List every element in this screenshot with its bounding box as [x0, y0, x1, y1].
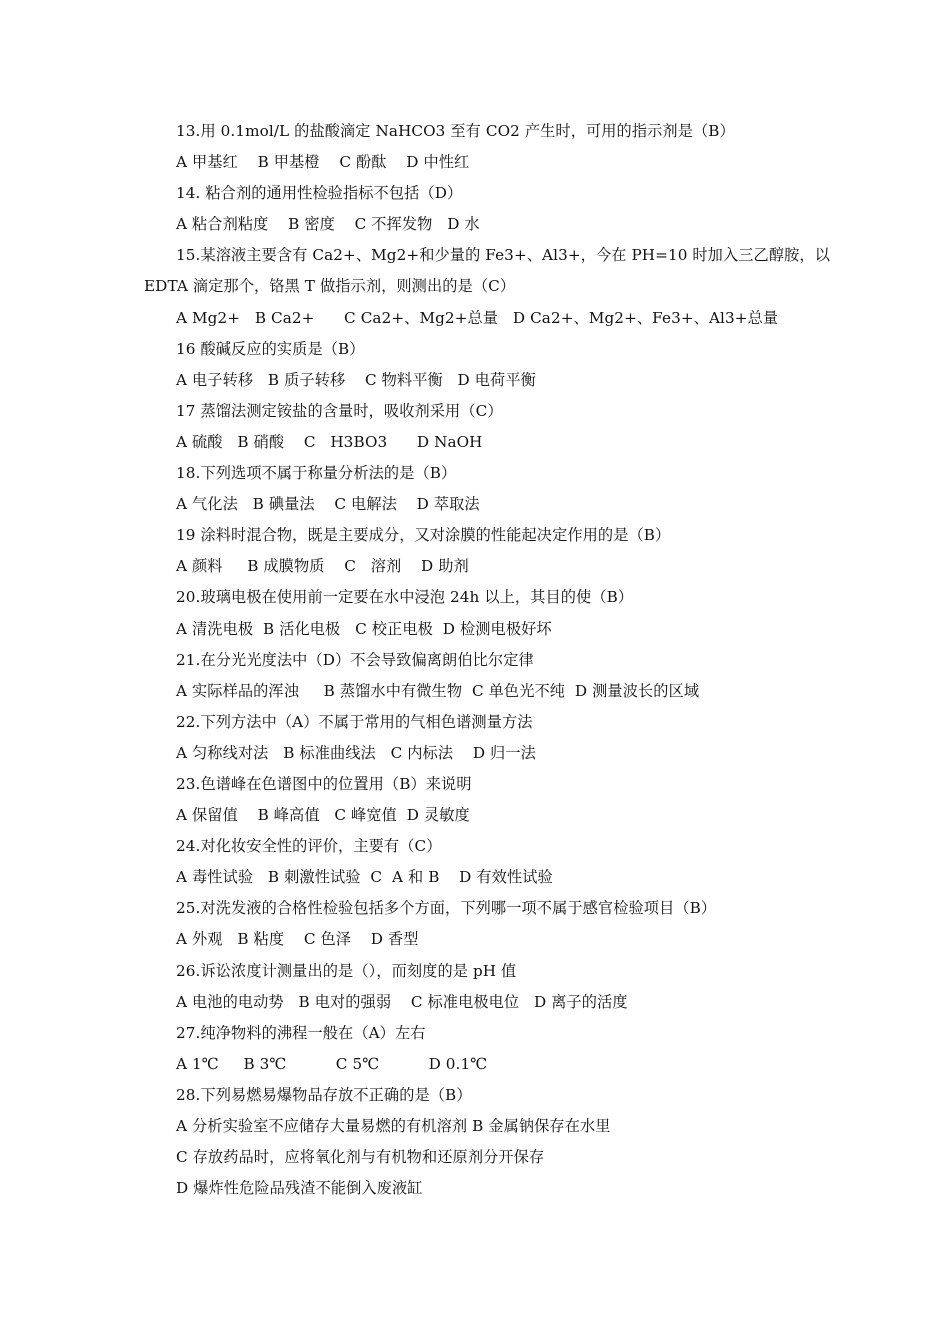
text-line: 25.对洗发液的合格性检验包括多个方面，下列哪一项不属于感官检验项目（B） [176, 899, 717, 918]
text-line: A Mg2+ B Ca2+ C Ca2+、Mg2+总量 D Ca2+、Mg2+、Fe3+、Al3+总量 [176, 308, 779, 327]
text-line: 18.下列选项不属于称量分析法的是（B） [176, 464, 457, 483]
text-line: 14. 粘合剂的通用性检验指标不包括（D） [176, 184, 463, 203]
text-line: 20.玻璃电极在使用前一定要在水中浸泡 24h 以上，其目的使（B） [176, 588, 634, 607]
text-line: 13.用 0.1mol/L 的盐酸滴定 NaHCO3 至有 CO2 产生时，可用的指示剂是（B） [176, 122, 735, 140]
text-line: 27.纯净物料的沸程一般在（A）左右 [176, 1023, 426, 1042]
text-line: A 甲基红 B 甲基橙 C 酚酞 D 中性红 [176, 153, 470, 172]
text-line: A 电子转移 B 质子转移 C 物料平衡 D 电荷平衡 [176, 370, 536, 389]
text-line: 19 涂料时混合物，既是主要成分，又对涂膜的性能起决定作用的是（B） [176, 526, 671, 545]
text-line: 17 蒸馏法测定铵盐的含量时，吸收剂采用（C） [176, 401, 503, 420]
text-line: A 分析实验室不应储存大量易燃的有机溶剂 B 金属钠保存在水里 [176, 1117, 611, 1135]
text-line: A 外观 B 粘度 C 色泽 D 香型 [176, 930, 419, 949]
text-line: A 1℃ B 3℃ C 5℃ D 0.1℃ [176, 1054, 488, 1073]
text-line: A 粘合剂粘度 B 密度 C 不挥发物 D 水 [176, 215, 480, 234]
text-line: A 保留值 B 峰高值 C 峰宽值 D 灵敏度 [176, 806, 470, 825]
text-line: 22.下列方法中（A）不属于常用的气相色谱测量方法 [176, 712, 533, 731]
text-line: A 实际样品的浑浊 B 蒸馏水中有微生物 C 单色光不纯 D 测量波长的区域 [176, 681, 700, 700]
text-line: D 爆炸性危险品残渣不能倒入废液缸 [176, 1179, 423, 1198]
text-line: 26.诉讼浓度计测量出的是（），而刻度的是 pH 值 [176, 961, 517, 980]
text-line: C 存放药品时，应将氧化剂与有机物和还原剂分开保存 [176, 1148, 545, 1167]
text-line: A 颜料 B 成膜物质 C 溶剂 D 助剂 [176, 557, 469, 576]
text-line: 16 酸碱反应的实质是（B） [176, 339, 365, 358]
text-line: A 匀称线对法 B 标准曲线法 C 内标法 D 归一法 [176, 743, 536, 762]
text-line: 28.下列易燃易爆物品存放不正确的是（B） [176, 1085, 472, 1104]
text-line: 24.对化妆安全性的评价，主要有（C） [176, 837, 442, 856]
text-line: 15.某溶液主要含有 Ca2+、Mg2+和少量的 Fe3+、Al3+，今在 PH=10 时加入三乙醇胺，以 [176, 246, 830, 265]
question-list [0, 116, 950, 1204]
text-line: A 清洗电极 B 活化电极 C 校正电极 D 检测电极好坏 [176, 619, 552, 638]
text-line: A 毒性试验 B 刺激性试验 C A 和 B D 有效性试验 [176, 868, 553, 887]
text-line: A 电池的电动势 B 电对的强弱 C 标准电极电位 D 离子的活度 [176, 992, 628, 1011]
text-line: 21.在分光光度法中（D）不会导致偏离朗伯比尔定律 [176, 650, 534, 669]
text-line: 23.色谱峰在色谱图中的位置用（B）来说明 [176, 774, 472, 793]
text-line: A 气化法 B 碘量法 C 电解法 D 萃取法 [176, 495, 480, 514]
text-line: A 硫酸 B 硝酸 C H3BO3 D NaOH [176, 432, 483, 451]
text-line: EDTA 滴定那个，铬黑 T 做指示剂，则测出的是（C） [144, 277, 516, 296]
